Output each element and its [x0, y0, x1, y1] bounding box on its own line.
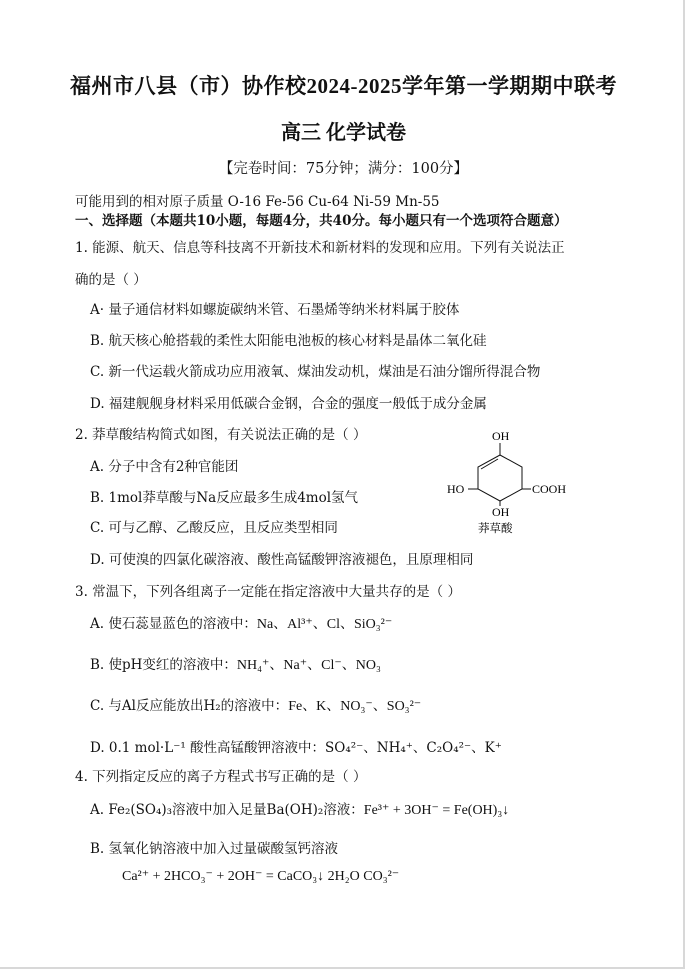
q4-option-b: B. 氢氧化钠溶液中加入过量碳酸氢钙溶液: [90, 841, 339, 857]
q4-option-a: [90, 798, 509, 819]
q4-a-text: A. Fe₂(SO₄)₃溶液中加入足量Ba(OH)₂溶液：: [90, 802, 364, 818]
exam-subtitle: 高三 化学试卷: [281, 122, 406, 144]
mol-oh-left: HO: [447, 482, 465, 496]
mol-ring: [478, 455, 522, 501]
q1-stem-line1: 1. 能源、航天、信息等科技离不开新技术和新材料的发现和应用。下列有关说法正: [75, 240, 565, 256]
mol-cooh: COOH: [532, 482, 567, 496]
q3-option-c: [90, 694, 421, 715]
q1-option-c: C. 新一代运载火箭成功应用液氧、煤油发动机，煤油是石油分馏所得混合物: [90, 364, 541, 380]
q3-b-text: B. 使pH变红的溶液中：: [90, 657, 237, 673]
q3-a-ions: Na、Al³⁺、Cl、SiO₃²⁻: [256, 617, 393, 632]
q3-b-ions: NH₄⁺、Na⁺、Cl⁻、NO₃: [236, 658, 381, 673]
q2-option-a: A. 分子中含有2种官能团: [90, 459, 239, 475]
exam-info: 【完卷时间：75分钟；满分：100分】: [218, 161, 469, 177]
q3-c-ions: Fe、K、NO₃⁻、SO₃²⁻: [288, 699, 422, 714]
section-title: 一、选择题（本题共10小题，每题4分，共40分。每小题只有一个选项符合题意）: [75, 213, 568, 229]
q2-option-d: D. 可使溴的四氯化碳溶液、酸性高锰酸钾溶液褪色，且原理相同: [90, 552, 474, 568]
q3-c-text: C. 与Al反应能放出H₂的溶液中：: [90, 698, 289, 714]
shikimic-acid-structure: [440, 426, 570, 536]
q1-option-d: D. 福建舰舰身材料采用低碳合金钢，合金的强度一般低于成分金属: [90, 396, 487, 412]
q1-option-a: A· 量子通信材料如螺旋碳纳米管、石墨烯等纳米材料属于胶体: [90, 302, 460, 318]
q3-stem: 3. 常温下，下列各组离子一定能在指定溶液中大量共存的是（ ）: [75, 584, 461, 600]
atomic-masses: 可能用到的相对原子质量 O-16 Fe-56 Cu-64 Ni-59 Mn-55: [75, 194, 440, 210]
q3-option-a: [90, 612, 392, 633]
mol-oh-bottom: OH: [492, 505, 510, 519]
q3-a-text: A. 使石蕊显蓝色的溶液中：: [90, 616, 257, 632]
q2-option-c: C. 可与乙醇、乙酸反应，且反应类型相同: [90, 520, 338, 536]
q1-stem-line2: 确的是（ ）: [75, 272, 147, 288]
q2-option-b: B. 1mol莽草酸与Na反应最多生成4mol氢气: [90, 490, 359, 506]
q1-option-b: B. 航天核心舱搭载的柔性太阳能电池板的核心材料是晶体二氧化硅: [90, 333, 487, 349]
mol-caption: 莽草酸: [478, 521, 513, 535]
q3-option-d: D. 0.1 mol·L⁻¹ 酸性高锰酸钾溶液中：SO₄²⁻、NH₄⁺、C₂O₄²⁻、K⁺: [90, 740, 502, 756]
q3-option-b: [90, 653, 381, 674]
mol-oh-top: OH: [492, 429, 510, 443]
exam-title: 福州市八县（市）协作校2024-2025学年第一学期期中联考: [70, 74, 617, 98]
q4-stem: 4. 下列指定反应的离子方程式书写正确的是（ ）: [75, 769, 367, 785]
q4-a-equation: Fe³⁺ + 3OH⁻ = Fe(OH)₃↓: [363, 803, 510, 818]
q4-b-equation: Ca²⁺ + 2HCO₃⁻ + 2OH⁻ = CaCO₃↓ 2H₂O CO₃²⁻: [122, 869, 400, 884]
q2-stem: 2. 莽草酸结构简式如图，有关说法正确的是（ ）: [75, 427, 367, 443]
